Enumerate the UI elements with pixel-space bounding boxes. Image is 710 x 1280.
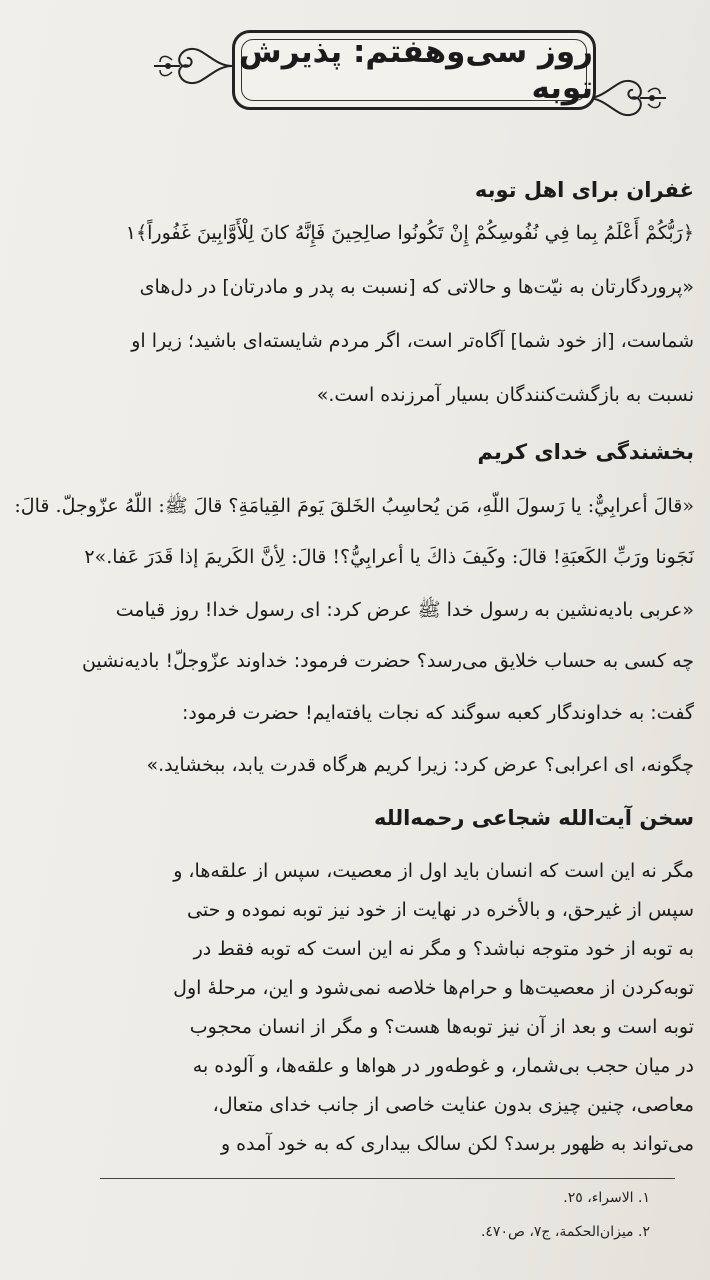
paragraph-line: سپس از غیرحق، و بالأخره در نهایت از خود نیز توبه نموده و حتی xyxy=(187,899,694,921)
title-ornament-right-icon xyxy=(586,70,670,126)
paragraph-line: توبه‌کردن از معصیت‌ها و حرام‌ها خلاصه نمی‌شود و این، مرحلهٔ اول xyxy=(173,977,694,999)
quran-verse: ﴿رَبُّکُمْ أَعْلَمُ بِما فِي نُفُوسِکُمْ إِنْ تَکُونُوا صالِحِينَ فَإِنَّهُ کانَ لِلْأَوَّابِينَ غَفُوراً﴾١ xyxy=(125,222,694,244)
section-heading-2: بخشندگی خدای کریم xyxy=(477,440,694,464)
section-heading-3: سخن آیت‌الله شجاعی رحمه‌الله xyxy=(373,806,694,830)
chapter-title-frame xyxy=(232,30,596,110)
footnote-2: ٢. میزان‌الحکمة، ج٧، ص٤٧٠. xyxy=(480,1224,650,1240)
paragraph-line: «پروردگارتان به نیّت‌ها و حالاتی که [نسبت به پدر و مادرتان] در دل‌های xyxy=(139,276,694,298)
paragraph-line: «عربی بادیه‌نشین به رسول خدا ﷺ عرض کرد: ای رسول خدا! روز قیامت xyxy=(115,599,694,621)
paragraph-line: معاصی، چنین چیزی بدون عنایت خاصی از جانب خدای متعال، xyxy=(212,1094,694,1116)
chapter-title: روز سی‌وهفتم: پذیرش توبه xyxy=(238,34,593,106)
hadith-line: «قالَ أعرابِيٌّ: يا رَسولَ اللّهِ، مَن يُحاسِبُ الخَلقَ يَومَ القِيامَةِ؟ قالَ ﷺ: اللّهُ عزّوجلّ. قالَ: xyxy=(14,495,694,517)
paragraph-line: چه کسی به حساب خلایق می‌رسد؟ حضرت فرمود: خداوند عزّوجلّ! بادیه‌نشین xyxy=(81,650,694,672)
paragraph-line: به توبه از خود متوجه نباشد؟ و مگر نه این است که توبه فقط در xyxy=(193,938,694,960)
title-ornament-left-icon xyxy=(150,38,234,94)
paragraph-line: توبه است و بعد از آن نیز توبه‌ها هست؟ و مگر از انسان محجوب xyxy=(189,1016,694,1038)
paragraph-line: نسبت به بازگشت‌کنندگان بسیار آمرزنده است.» xyxy=(316,384,694,406)
footnote-1: ١. الاسراء، ٢٥. xyxy=(563,1190,650,1206)
hadith-line: نَجَونا ورَبِّ الکَعبَةِ! قالَ: وکَيفَ ذاكَ يا أعرابِيُّ؟! قالَ: لِأنَّ الکَريمَ إذا قَدَرَ عَفا.»٢ xyxy=(84,546,694,568)
section-heading-1: غفران برای اهل توبه xyxy=(474,178,694,202)
paragraph-line: می‌تواند به ظهور برسد؟ لکن سالک بیداری که به خود آمده و xyxy=(220,1133,694,1155)
paragraph-line: چگونه، ای اعرابی؟ عرض کرد: زیرا کریم هرگاه قدرت یابد، ببخشاید.» xyxy=(146,754,694,776)
paragraph-line: در میان حجب بی‌شمار، و غوطه‌ور در هواها و علقه‌ها، و آلوده به xyxy=(192,1055,694,1077)
paragraph-line: گفت: به خداوندگار کعبه سوگند که نجات یافته‌ایم! حضرت فرمود: xyxy=(182,702,694,724)
paragraph-line: مگر نه این است که انسان باید اول از معصیت، سپس از علقه‌ها، و xyxy=(173,860,694,882)
paragraph-line: شماست، [از خود شما] آگاه‌تر است، اگر مردم شایسته‌ای باشید؛ زیرا او xyxy=(131,330,694,352)
footnote-divider xyxy=(100,1178,675,1179)
